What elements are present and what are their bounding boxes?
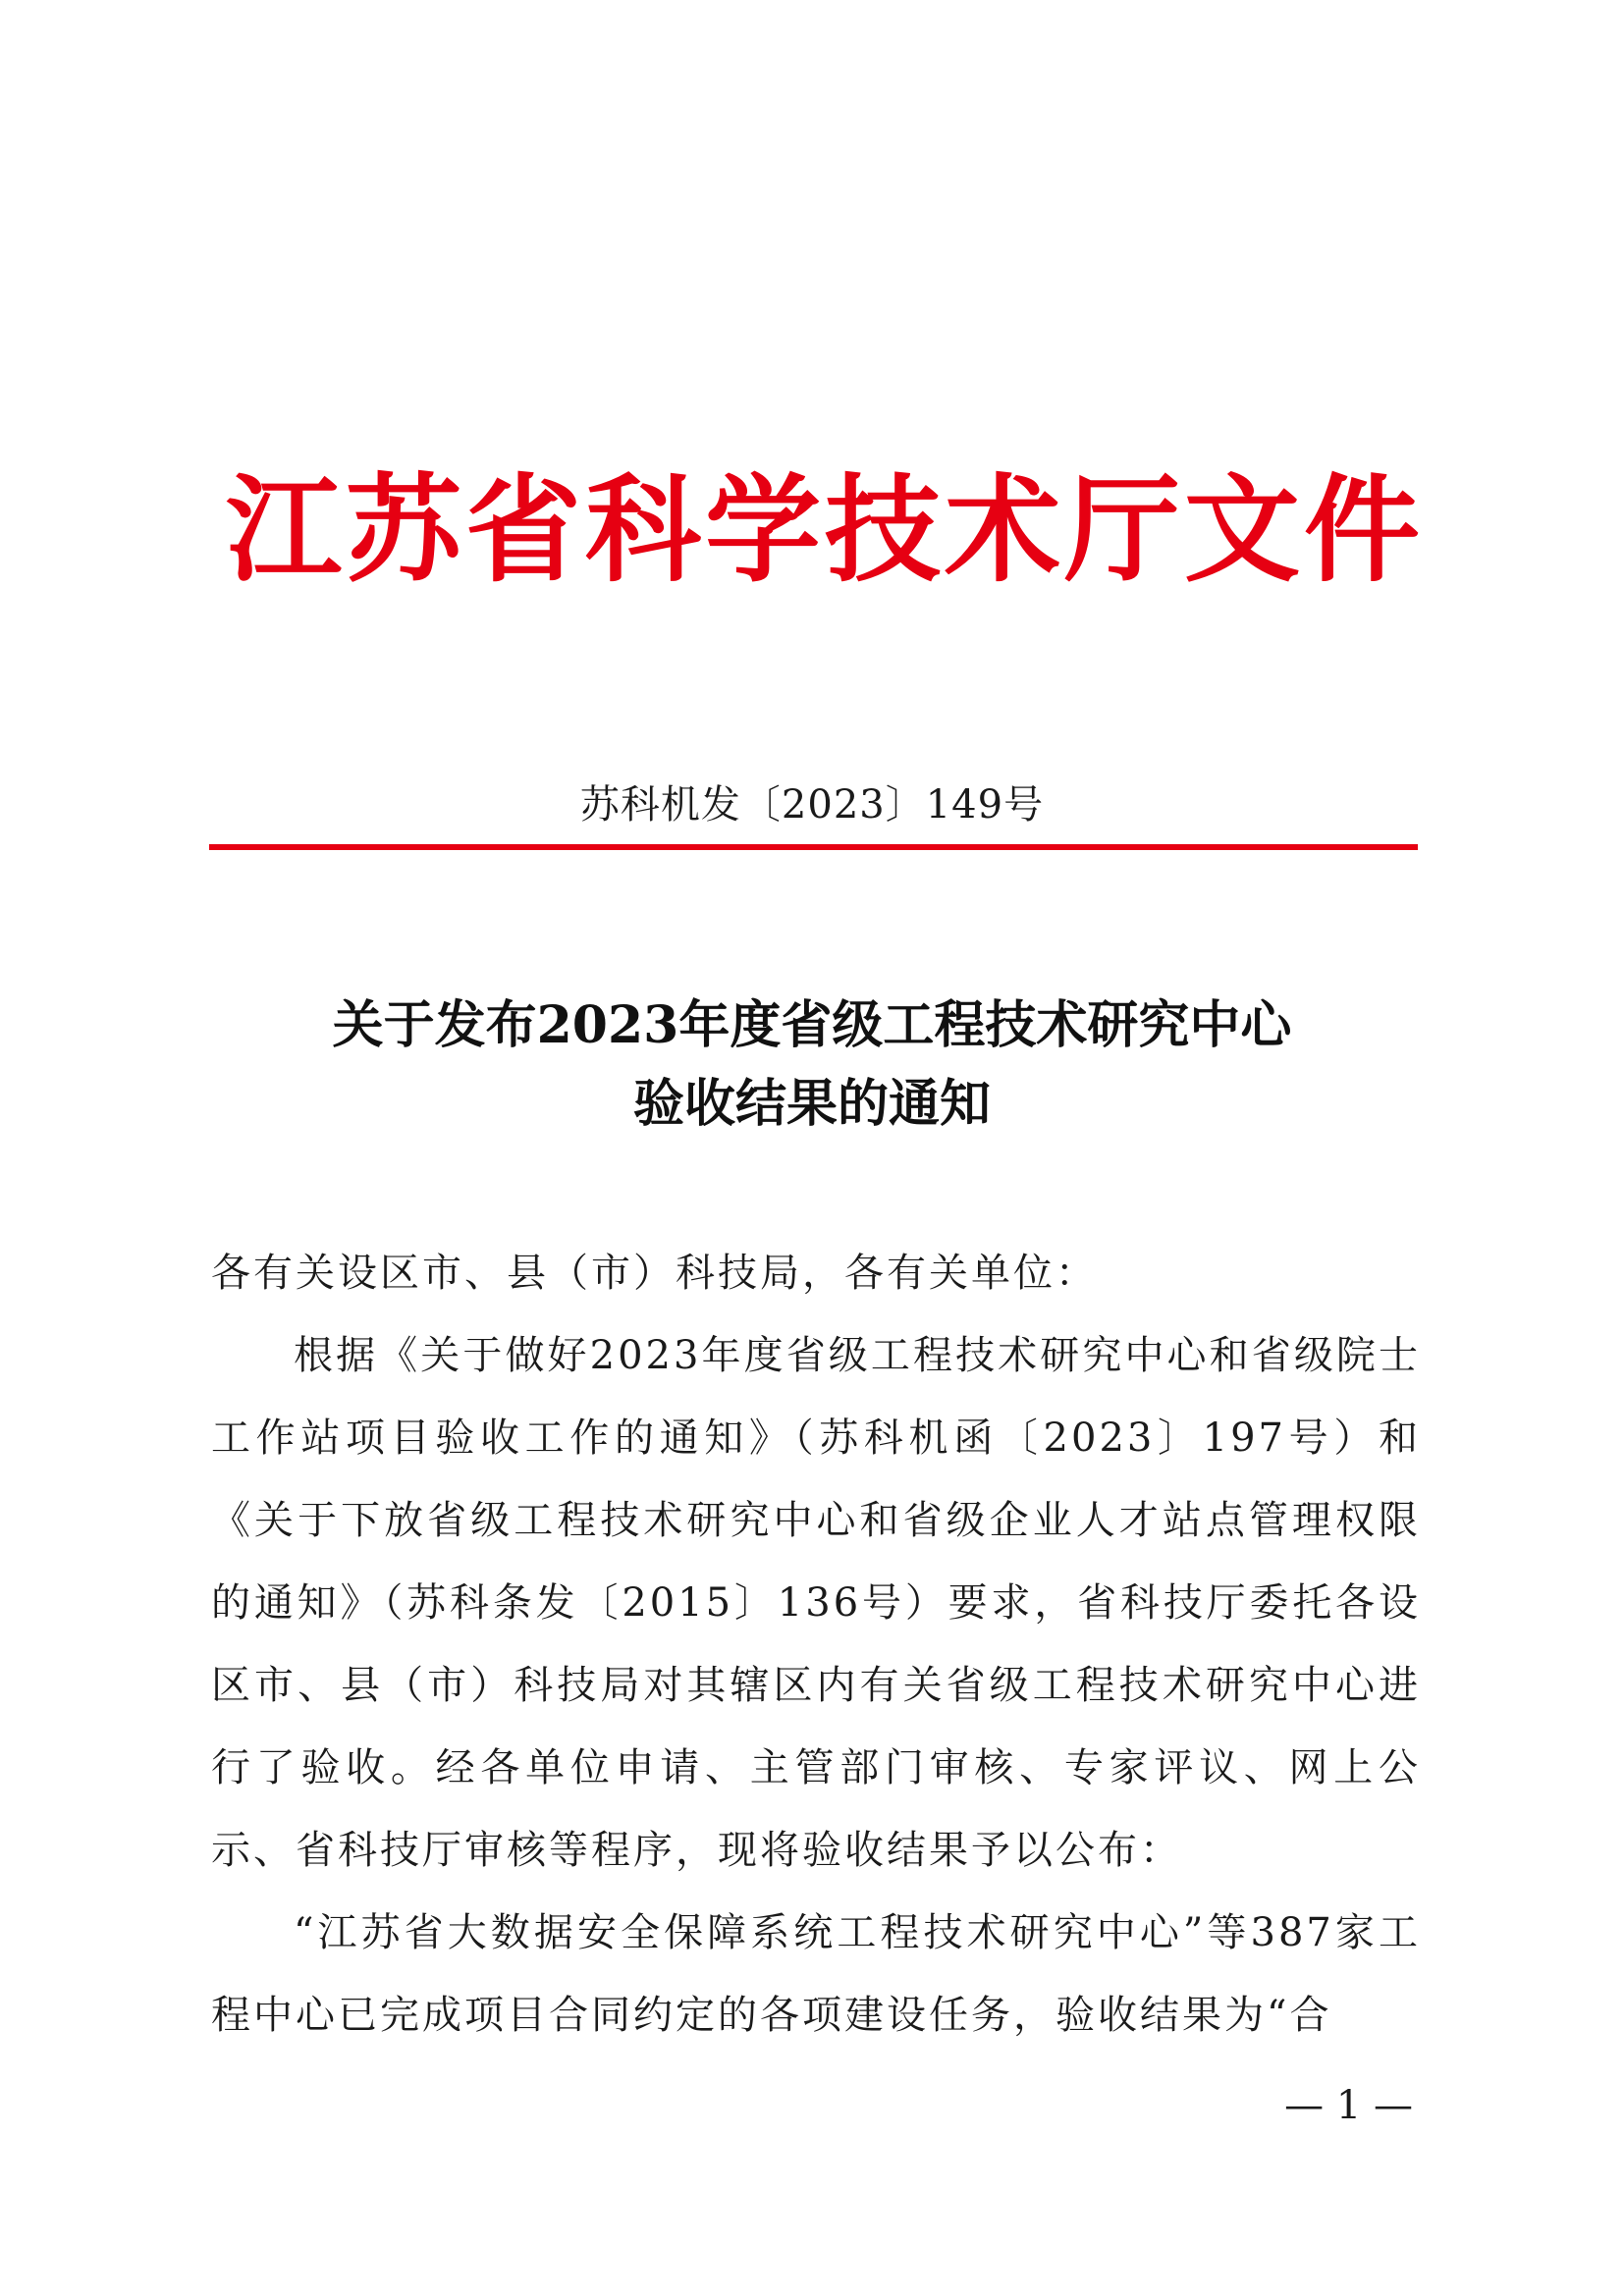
issuer-masthead: 江苏省科学技术厅文件 <box>226 462 1425 598</box>
notice-title-line-2: 验收结果的通知 <box>632 1074 991 1134</box>
document-number: 苏科机发〔2023〕149号 <box>579 782 1045 828</box>
notice-title <box>177 987 1447 1144</box>
notice-title-line-1: 关于发布2023年度省级工程技术研究中心 <box>332 995 1292 1055</box>
salutation: 各有关设区市、县（市）科技局，各有关单位： <box>211 1251 1098 1296</box>
notice-body <box>211 1232 1421 2056</box>
body-paragraph-2: “江苏省大数据安全保障系统工程技术研究中心”等387家工程中心已完成项目合同约定的各项建设任务，验收结果为“合 <box>211 1910 1421 2038</box>
page-number: — 1 — <box>1284 2083 1413 2128</box>
body-paragraph-1: 根据《关于做好2023年度省级工程技术研究中心和省级院士工作站项目验收工作的通知》（苏科机函〔2023〕197号）和《关于下放省级工程技术研究中心和省级企业人才站点管理权限的通知》（苏科条发〔2015〕136号）要求，省科技厅委托各设区市、县（市）科技局对其辖区内有关省级工程技术研究中心进行了验收。经各单位申请、主管部门审核、专家评议、网上公示、省科技厅审核等程序，现将验收结果予以公布： <box>211 1333 1421 1873</box>
red-divider-line <box>209 844 1418 850</box>
